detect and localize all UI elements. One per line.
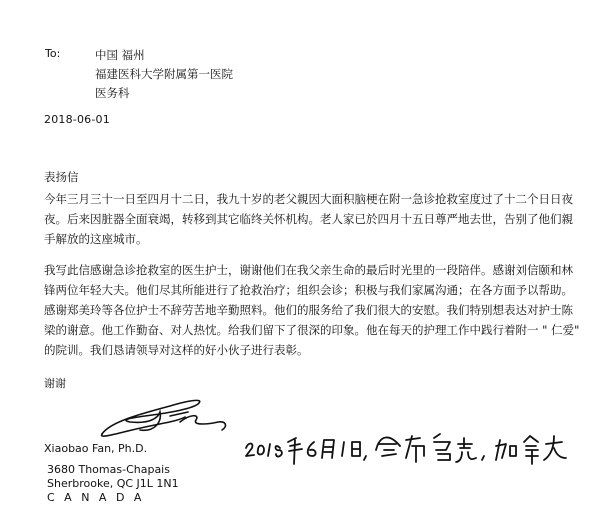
paragraph-1 — [44, 189, 592, 249]
paragraph-line: 夜。后来因脏器全面衰竭，转移到其它临终关怀机构。老人家已於四月十五日尊严地去世，告别了他们親 — [44, 212, 573, 226]
recipient-line: 福建医科大学附属第一医院 — [95, 67, 233, 81]
paragraph-line: 手解放的这座城市。 — [44, 232, 148, 246]
signature-image — [100, 392, 240, 442]
recipient-line: 中国 福州 — [95, 48, 145, 62]
address-block — [47, 463, 179, 505]
letter-title: 表扬信 — [44, 170, 79, 184]
paragraph-line: 的院训。我们恳请领导对这样的好小伙子进行表彰。 — [44, 343, 309, 357]
signer-name: Xiaobao Fan, Ph.D. — [44, 442, 148, 455]
paragraph-line: 锋两位年轻大夫。他们尽其所能进行了抢救治疗；组织会诊；积极与我们家属沟通；在各方面予以帮助。 — [44, 283, 573, 297]
paragraph-line: 感谢郑美玲等各位护士不辞劳苦地辛勤照料。他们的服务给了我们很大的安慰。我们特别想表达对护士陈 — [44, 303, 573, 317]
closing: 谢谢 — [44, 377, 66, 390]
paragraph-line: 我写此信感谢急诊抢救室的医生护士，谢谢他们在我父亲生命的最后时光里的一段陪伴。感谢刘信颐和林 — [44, 263, 573, 277]
handwritten-date-location — [240, 428, 600, 470]
paragraph-line: 梁的谢意。他工作勤奋、对人热忱。给我们留下了很深的印象。他在每天的护理工作中践行着附一 " 仁爱" — [44, 323, 580, 337]
recipient-block — [95, 46, 233, 103]
letter-date: 2018-06-01 — [44, 113, 110, 126]
to-label: To: — [45, 47, 61, 60]
paragraph-line: 今年三月三十一日至四月十二日，我九十岁的老父親因大面积脑梗在附一急诊抢救室度过了十二个日日夜 — [44, 192, 573, 206]
address-country: C A N A D A — [47, 491, 145, 504]
paragraph-2 — [44, 260, 592, 360]
recipient-line: 医务科 — [95, 86, 130, 100]
address-line: Sherbrooke, QC J1L 1N1 — [47, 477, 179, 490]
address-line: 3680 Thomas-Chapais — [47, 463, 170, 476]
